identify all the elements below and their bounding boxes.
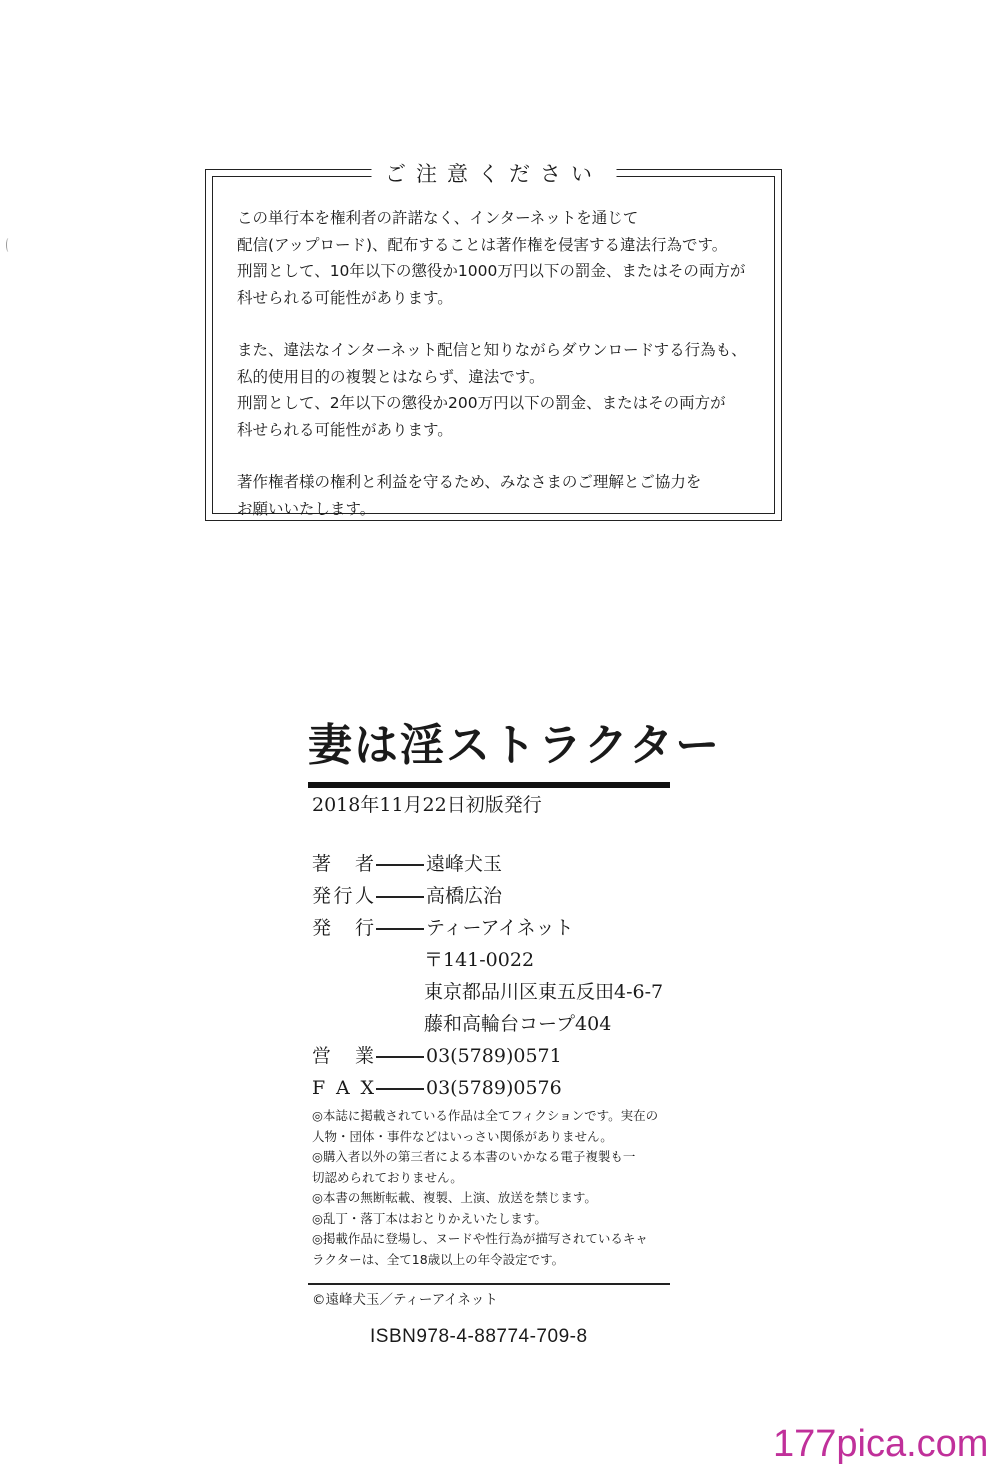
notice-title: ご注意ください: [371, 161, 616, 187]
credit-label: 著 者: [312, 853, 374, 875]
notice-line: 刑罰として、10年以下の懲役か1000万円以下の罰金、またはその両方が: [237, 262, 746, 280]
credit-fax: [312, 1072, 663, 1104]
credit-publisher-person: [312, 880, 663, 912]
dash-rule: [376, 1088, 424, 1090]
notice-line: 刑罰として、2年以下の懲役か200万円以下の罰金、またはその両方が: [237, 394, 726, 412]
credit-label: F A X: [312, 1077, 374, 1099]
dash-rule: [376, 1056, 424, 1058]
notice-paragraph: [237, 205, 764, 311]
address-line: 藤和高輪台コープ404: [424, 1013, 612, 1035]
dash-rule: [376, 928, 424, 930]
copyright-notice-box: [205, 162, 782, 521]
site-watermark: 177pica.com: [773, 1423, 989, 1465]
note-line: ◎購入者以外の第三者による本書のいかなる電子複製も一: [312, 1149, 636, 1164]
publication-date: 2018年11月22日初版発行: [312, 794, 542, 816]
book-title: 妻は淫ストラクター: [308, 720, 722, 771]
note-line: ラクターは、全て18歳以上の年令設定です。: [312, 1251, 565, 1267]
notice-inner-border: [212, 162, 775, 518]
postal-code: 〒141-0022: [424, 949, 535, 971]
credit-value: 03(5789)0571: [426, 1045, 562, 1067]
notice-paragraph: [237, 337, 764, 443]
title-rule: [308, 782, 670, 788]
credit-value: 高橋広治: [426, 885, 503, 907]
notice-line: また、違法なインターネット配信と知りながらダウンロードする行為も、: [237, 341, 747, 359]
credit-label: 発行人: [312, 885, 374, 907]
scan-artifact: [6, 238, 11, 252]
notice-line: 科せられる可能性があります。: [237, 288, 453, 307]
credit-label: 発 行: [312, 917, 374, 939]
credit-value: 遠峰犬玉: [426, 853, 503, 875]
credit-value: 03(5789)0576: [426, 1077, 562, 1099]
notice-line: 科せられる可能性があります。: [237, 420, 453, 439]
colophon-credits: [312, 848, 663, 1104]
credit-publisher: [312, 912, 663, 944]
note-line: 切認められておりません。: [312, 1169, 463, 1185]
address-line: 東京都品川区東五反田4-6-7: [424, 981, 664, 1003]
footer-rule: [308, 1283, 670, 1285]
note-line: ◎本誌に掲載されている作品は全てフィクションです。実在の: [312, 1108, 659, 1123]
isbn: ISBN978-4-88774-709-8: [370, 1326, 588, 1347]
credit-value: ティーアイネット: [426, 917, 574, 939]
note-line: ◎掲載作品に登場し、ヌードや性行為が描写されているキャ: [312, 1231, 648, 1246]
note-line: 人物・団体・事件などはいっさい関係がありません。: [312, 1128, 613, 1144]
credit-sales: [312, 1040, 663, 1072]
notice-paragraph: [237, 469, 764, 522]
notice-line: 私的使用目的の複製とはならず、違法です。: [237, 367, 545, 386]
note-line: ◎乱丁・落丁本はおとりかえいたします。: [312, 1210, 547, 1226]
notice-line: 配信(アップロード)、配布することは著作権を侵害する違法行為です。: [237, 235, 728, 254]
note-line: ◎本書の無断転載、複製、上演、放送を禁じます。: [312, 1190, 597, 1205]
copyright-line: ©遠峰犬玉／ティーアイネット: [312, 1292, 498, 1308]
credit-label: 営 業: [312, 1045, 374, 1067]
legal-notes: [312, 1106, 682, 1270]
dash-rule: [376, 896, 424, 898]
notice-line: お願いいたします。: [237, 499, 376, 518]
credit-author: [312, 848, 663, 880]
notice-text: [237, 205, 764, 522]
notice-line: 著作権者様の権利と利益を守るため、みなさまのご理解とご協力を: [237, 473, 702, 491]
dash-rule: [376, 864, 424, 866]
notice-line: この単行本を権利者の許諾なく、インターネットを通じて: [237, 209, 639, 227]
